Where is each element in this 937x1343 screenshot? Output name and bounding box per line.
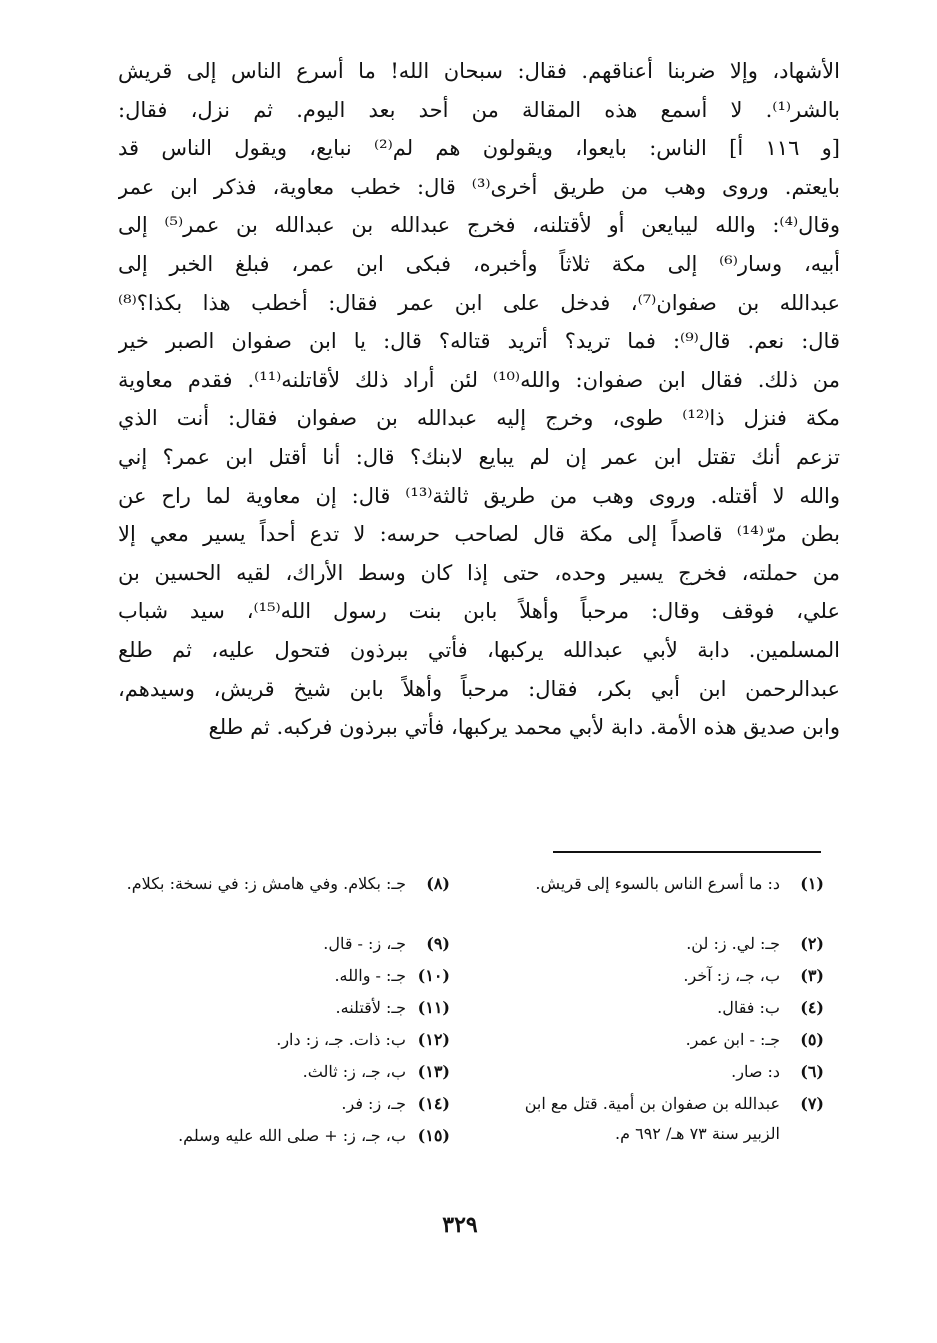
footnote-text: جـ: لأقتلنه. xyxy=(335,998,406,1017)
footnote-text: جـ: - والله. xyxy=(334,966,406,985)
footnote xyxy=(110,960,450,992)
body-line: وابن صديق هذه الأمة. دابة لأبي محمد يركبها، فأتي ببرذون فركبه. ثم طلع xyxy=(208,715,840,740)
body-line: قال: نعم. قال⁽⁹⁾: فما تريد؟ أتريد قتاله؟ قال: يا ابن صفوان الصبر خير xyxy=(118,329,840,354)
footnote-number: (١) xyxy=(800,874,824,893)
footnote-number: (١١) xyxy=(417,998,450,1017)
body-line: وقال⁽⁴⁾: والله ليبايعن أو لأقتلنه، فخرج عبدالله بن عبدالله بن عمر⁽⁵⁾ إلى xyxy=(118,213,840,238)
footnote-text: ب: فقال. xyxy=(717,998,780,1017)
body-line: تزعم أنك تقتل ابن عمر إن لم يبايع لابنك؟ قال: أنا أقتل ابن عمر؟ إني xyxy=(118,444,840,469)
footnote-number: (٣) xyxy=(800,966,824,985)
footnote-text: جـ: لي. ز: لن. xyxy=(686,934,780,953)
footnote-text: عبدالله بن صفوان بن أمية. قتل مع ابن الزبير سنة ٧٣ هـ/ ٦٩٢ م. xyxy=(524,1094,780,1143)
body-line: بطن مرّ⁽¹⁴⁾ قاصداً إلى مكة قال لصاحب حرسه: لا تدع أحداً يسير معي إلا xyxy=(118,522,840,547)
body-line: علي، فوقف وقال: مرحباً وأهلاً بابن بنت رسول الله⁽¹⁵⁾، سيد شباب xyxy=(118,599,840,624)
footnote-text: جـ، ز: فر. xyxy=(341,1094,406,1113)
footnote-text: ب، جـ، ز: ثالث. xyxy=(302,1062,406,1081)
footnote-number: (٢) xyxy=(800,934,824,953)
footnote xyxy=(110,928,450,960)
footnote xyxy=(488,868,824,928)
body-line: مكة فنزل ذا⁽¹²⁾ طوى، وخرج إليه عبدالله بن صفوان فقال: أنت الذي xyxy=(118,406,840,431)
footnote-number: (١٢) xyxy=(417,1030,450,1049)
body-line: أبيه، وسار⁽⁶⁾ إلى مكة ثلاثاً وأخبره، فبكى ابن عمر، فبلغ الخبر إلى xyxy=(118,251,840,276)
footnote xyxy=(488,1024,824,1056)
body-line: المسلمين. دابة لأبي عبدالله يركبها، فأتي ببرذون فتحول عليه، ثم طلع xyxy=(118,637,840,662)
footnote xyxy=(488,928,824,960)
footnote-number: (١٠) xyxy=(417,966,450,985)
body-line: بايعتم. وروى وهب من طريق أخرى⁽³⁾ قال: خطب معاوية، فذكر ابن عمر xyxy=(118,174,840,199)
footnote-text: د: ما أسرع الناس بالسوء إلى قريش. xyxy=(535,874,780,893)
footnote-separator-rule xyxy=(553,851,821,853)
footnote-number: (٧) xyxy=(800,1094,824,1113)
footnote xyxy=(488,960,824,992)
footnote xyxy=(110,868,450,928)
body-line: الأشهاد، وإلا ضربنا أعناقهم. فقال: سبحان الله! ما أسرع الناس إلى قريش xyxy=(118,59,840,83)
footnote-text: جـ، ز: - قال. xyxy=(323,934,406,953)
footnotes-column-right xyxy=(488,868,824,1148)
footnote xyxy=(110,992,450,1024)
footnote-text: ب، جـ، ز: + صلى الله عليه وسلم. xyxy=(178,1126,406,1145)
main-text-block xyxy=(118,52,840,747)
footnote-text: ب: ذات. جـ، ز: دار. xyxy=(276,1030,406,1049)
page-number: ٣٢٩ xyxy=(442,1212,478,1238)
footnote xyxy=(488,992,824,1024)
footnote xyxy=(110,1024,450,1056)
footnote-text: جـ: - ابن عمر. xyxy=(685,1030,780,1049)
footnote-number: (٥) xyxy=(800,1030,824,1049)
footnote-number: (١٤) xyxy=(417,1094,450,1113)
footnote-number: (٨) xyxy=(426,874,450,893)
footnote-number: (٤) xyxy=(800,998,824,1017)
footnote xyxy=(110,1056,450,1088)
body-line: والله لا أقتله. وروى وهب من طريق ثالثة⁽¹³⁾ قال: إن معاوية لما راح عن xyxy=(118,483,840,508)
footnote xyxy=(110,1088,450,1120)
footnote-text: د: صار. xyxy=(731,1062,780,1081)
footnote-number: (٦) xyxy=(800,1062,824,1081)
footnote-number: (١٣) xyxy=(417,1062,450,1081)
footnotes-column-left xyxy=(110,868,450,1152)
body-line: عبدالله بن صفوان⁽⁷⁾، فدخل على ابن عمر فقال: أخطب هذا بكذا؟⁽⁸⁾ xyxy=(118,290,840,315)
footnote xyxy=(110,1120,450,1152)
footnote-text: ب، جـ، ز: آخر. xyxy=(683,966,780,985)
body-line: من حملته، فخرج يسير وحده، حتى إذا كان وسط الأراك، لقيه الحسين بن xyxy=(118,560,840,585)
footnote xyxy=(488,1056,824,1088)
footnote-number: (١٥) xyxy=(417,1126,450,1145)
body-line: من ذلك. فقال ابن صفوان: والله⁽¹⁰⁾ لئن أراد ذلك لأقاتلنه⁽¹¹⁾. فقدم معاوية xyxy=(118,367,840,392)
body-line: [و ١١٦ أ] الناس: بايعوا، ويقولون هم لم⁽²⁾ نبايع، ويقول الناس قد xyxy=(118,136,840,161)
body-line: عبدالرحمن ابن أبي بكر، فقال: مرحباً وأهلاً بابن شيخ قريش، وسيدهم، xyxy=(118,676,840,701)
footnote-number: (٩) xyxy=(426,934,450,953)
footnote xyxy=(488,1088,824,1148)
footnote-text: جـ: بكلام. وفي هامش ز: في نسخة: بكلام. xyxy=(126,874,406,893)
body-line: بالشر⁽¹⁾. لا أسمع هذه المقالة من أحد بعد اليوم. ثم نزل، فقال: xyxy=(118,97,840,122)
